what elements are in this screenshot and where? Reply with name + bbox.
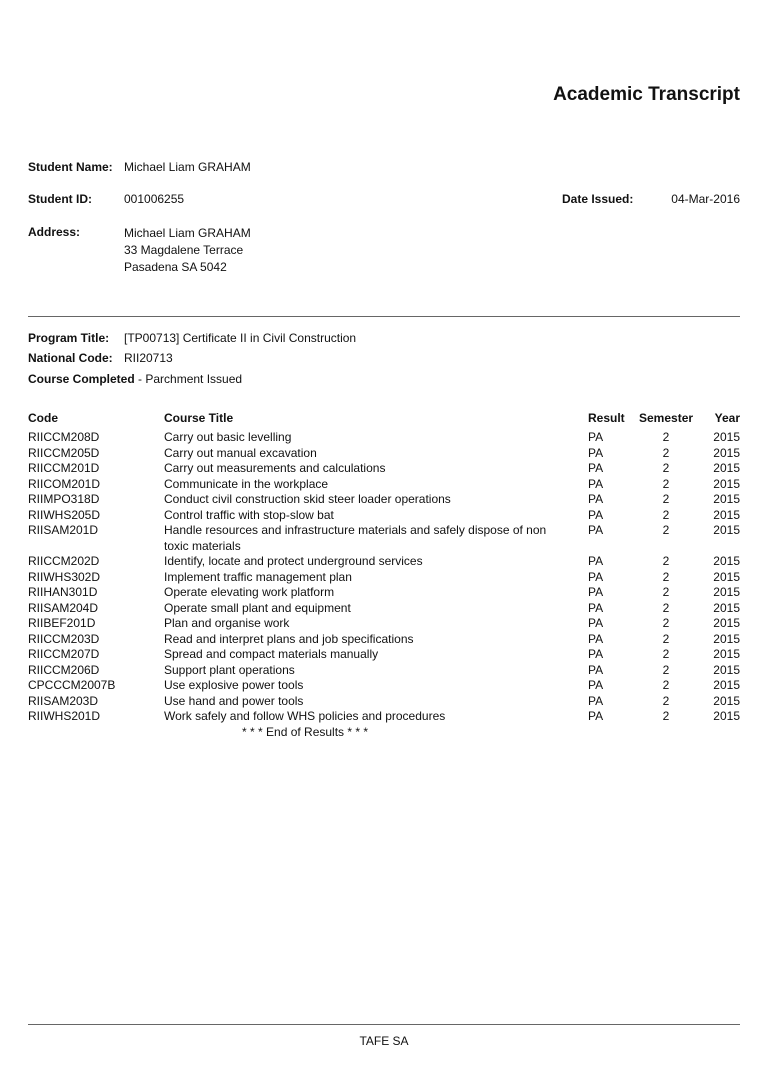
course-code: RIICCM207D (28, 647, 100, 661)
table-row (28, 430, 740, 446)
results-table (28, 430, 740, 740)
header-year: Year (714, 411, 740, 425)
table-row (28, 585, 740, 601)
table-row (28, 461, 740, 477)
semester: 2 (662, 600, 670, 615)
semester: 2 (662, 461, 670, 475)
table-row (28, 492, 740, 508)
course-title: Read and interpret plans and job specifications (164, 631, 414, 646)
result: PA (588, 507, 604, 522)
result: PA (588, 461, 604, 475)
footer-text: TAFE SA (359, 1034, 409, 1048)
table-row (28, 709, 740, 725)
result: PA (588, 569, 604, 584)
year: 2015 (713, 585, 740, 599)
divider (28, 316, 740, 317)
course-code: RIICCM202D (28, 554, 100, 568)
year: 2015 (713, 647, 740, 661)
course-code: RIIWHS302D (28, 569, 101, 584)
result: PA (588, 647, 604, 661)
address-line: 33 Magdalene Terrace (124, 243, 244, 257)
semester: 2 (662, 569, 670, 584)
student-id-label: Student ID: (28, 192, 92, 206)
national-code: RII20713 (124, 351, 173, 365)
course-code: RIICCM203D (28, 631, 100, 646)
header-semester: Semester (639, 411, 694, 425)
year: 2015 (713, 445, 740, 460)
semester: 2 (662, 631, 670, 646)
course-title: Carry out measurements and calculations (164, 461, 386, 475)
course-code: RIIMPO318D (28, 492, 100, 506)
course-code: RIISAM204D (28, 600, 99, 615)
result: PA (588, 585, 604, 599)
result: PA (588, 492, 604, 506)
course-code: RIIWHS201D (28, 709, 101, 723)
year: 2015 (713, 662, 740, 677)
course-status-label: Course Completed (28, 372, 135, 386)
course-title: Use explosive power tools (164, 678, 304, 692)
course-code: RIICCM208D (28, 430, 100, 444)
result: PA (588, 445, 604, 460)
semester: 2 (662, 662, 670, 677)
year: 2015 (713, 523, 740, 537)
course-title: Support plant operations (164, 662, 295, 677)
course-code: RIIBEF201D (28, 616, 96, 630)
course-code: RIICCM201D (28, 461, 100, 475)
table-row (28, 678, 740, 694)
result: PA (588, 523, 604, 537)
course-code: RIICCM205D (28, 445, 100, 460)
course-title: Conduct civil construction skid steer loader operations (164, 492, 451, 506)
course-title: Communicate in the workplace (164, 476, 329, 491)
semester: 2 (662, 445, 670, 460)
course-title: Operate elevating work platform (164, 585, 335, 599)
header-result: Result (588, 411, 625, 425)
table-row (28, 523, 740, 554)
year: 2015 (713, 554, 740, 568)
course-title: Plan and organise work (164, 616, 290, 630)
table-row (28, 570, 740, 586)
semester: 2 (662, 585, 670, 599)
semester: 2 (662, 507, 670, 522)
end-of-results: * * * End of Results * * * (242, 724, 369, 739)
result: PA (588, 709, 604, 723)
result: PA (588, 476, 604, 491)
course-code: RIISAM203D (28, 693, 99, 708)
year: 2015 (713, 600, 740, 615)
student-id: 001006255 (124, 192, 185, 206)
semester: 2 (662, 616, 670, 630)
course-title: Carry out manual excavation (164, 445, 317, 460)
course-code: RIIWHS205D (28, 507, 101, 522)
course-title: Use hand and power tools (164, 693, 304, 708)
table-row (28, 632, 740, 648)
table-row (28, 694, 740, 710)
table-row (28, 663, 740, 679)
year: 2015 (713, 678, 740, 692)
semester: 2 (662, 476, 670, 491)
student-name: Michael Liam GRAHAM (124, 160, 251, 174)
semester: 2 (662, 492, 670, 506)
table-row (28, 601, 740, 617)
semester: 2 (662, 709, 670, 723)
table-row (28, 554, 740, 570)
address-line: Pasadena SA 5042 (124, 260, 227, 274)
course-code: RIICOM201D (28, 476, 101, 491)
result: PA (588, 662, 604, 677)
result: PA (588, 616, 604, 630)
year: 2015 (713, 476, 740, 491)
course-title: Work safely and follow WHS policies and procedures (164, 709, 446, 723)
course-title: Spread and compact materials manually (164, 647, 379, 661)
year: 2015 (713, 569, 740, 584)
course-title: Operate small plant and equipment (164, 600, 351, 615)
course-code: RIICCM206D (28, 662, 100, 677)
year: 2015 (713, 492, 740, 506)
semester: 2 (662, 523, 670, 537)
year: 2015 (713, 461, 740, 475)
year: 2015 (713, 430, 740, 444)
table-row (28, 477, 740, 493)
table-row (28, 616, 740, 632)
date-issued-label: Date Issued: (562, 192, 634, 206)
table-row (28, 508, 740, 524)
program-title: [TP00713] Certificate II in Civil Construction (124, 331, 357, 345)
national-code-label: National Code: (28, 351, 113, 365)
table-row (28, 446, 740, 462)
result: PA (588, 600, 604, 615)
result: PA (588, 631, 604, 646)
year: 2015 (713, 693, 740, 708)
address (124, 225, 251, 276)
footer-divider (28, 1024, 740, 1025)
course-title: Carry out basic levelling (164, 430, 292, 444)
semester: 2 (662, 678, 670, 692)
course-title: Implement traffic management plan (164, 569, 352, 584)
result: PA (588, 554, 604, 568)
semester: 2 (662, 554, 670, 568)
course-title: Identify, locate and protect underground services (164, 554, 423, 568)
course-status-value: - Parchment Issued (138, 372, 243, 386)
header-code: Code (28, 411, 58, 425)
result: PA (588, 430, 604, 444)
course-code: RIIHAN301D (28, 585, 98, 599)
header-title: Course Title (164, 411, 234, 425)
result: PA (588, 678, 604, 692)
course-title: Handle resources and infrastructure materials and safely dispose of non toxic materials (164, 523, 547, 553)
address-line: Michael Liam GRAHAM (124, 226, 251, 240)
semester: 2 (662, 647, 670, 661)
semester: 2 (662, 430, 670, 444)
table-row (28, 647, 740, 663)
course-code: CPCCCM2007B (28, 678, 116, 692)
year: 2015 (713, 507, 740, 522)
address-label: Address: (28, 225, 81, 239)
student-name-label: Student Name: (28, 160, 113, 174)
document-title: Academic Transcript (553, 84, 740, 105)
year: 2015 (713, 709, 740, 723)
course-code: RIISAM201D (28, 523, 99, 537)
year: 2015 (713, 631, 740, 646)
course-status (28, 372, 242, 386)
date-issued: 04-Mar-2016 (671, 192, 740, 206)
year: 2015 (713, 616, 740, 630)
program-title-label: Program Title: (28, 331, 110, 345)
result: PA (588, 693, 604, 708)
course-title: Control traffic with stop-slow bat (164, 507, 334, 522)
semester: 2 (662, 693, 670, 708)
